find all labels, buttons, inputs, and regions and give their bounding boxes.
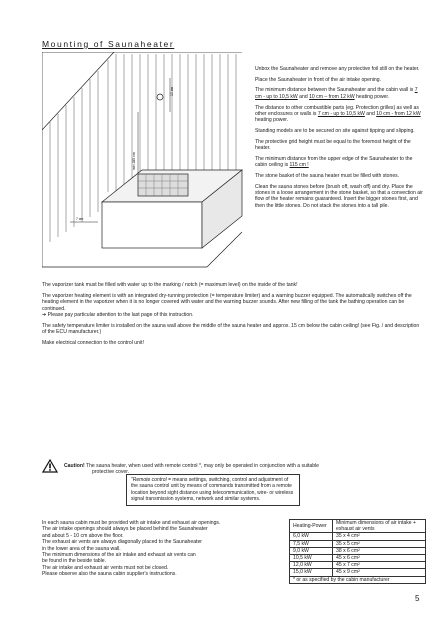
page-title: Mounting of Saunaheater [42,39,175,49]
table-cell: 9,0 kW [290,547,333,554]
table-cell: 35 x 4 cm² [333,533,426,540]
table-header-cell: Heating-Power [290,520,333,533]
table-row [290,555,426,562]
page-number: 5 [415,594,420,603]
air-vent-line: The air intake and exhaust air vents must not be closed. [42,564,169,571]
table-cell: 38 x 6 cm² [333,547,426,554]
body-paragraph: The safety temperature limiter is installed on the sauna wall above the middle of the sauna heater and approx. 15 cm below the cabin ceiling! (see Fig. / and description of the ECU manufacturer.) [42,322,420,336]
table-footnote-row [290,576,426,583]
table-cell: 12,0 kW [290,562,333,569]
table-cell: 45 x 6 cm² [333,555,426,562]
caution-label: Caution! [64,463,85,469]
air-vent-line: The air intake openings should always be placed behind the Saunaheater [42,526,208,533]
table-header-row [290,520,426,533]
instruction-item: The stone basket of the sauna heater must be filled with stones. [255,172,400,179]
sauna-heater-drawing [42,52,252,274]
table-cell: 6,0 kW [290,533,333,540]
dim-label-height: min 185 cm [132,152,136,170]
body-paragraph: The vaporizer tank must be filled with water up to the marking / notch (= maximum level) on the inside of the tank! [42,282,298,288]
air-vent-line: Please observe also the sauna cabin supplier's instructions. [42,571,177,578]
body-paragraph: ➔ Please pay particular attention to the last page of this instruction. [42,311,194,318]
table-cell: 45 x 9 cm² [333,569,426,576]
table-cell: 10,5 kW [290,555,333,562]
table-row [290,569,426,576]
air-vent-table [289,519,426,584]
instruction-item: The minimum distance from the upper edge of the Saunaheater to the cabin ceiling is 115 cm ! [255,155,413,169]
table-cell: 15,0 kW [290,569,333,576]
air-vent-line: and about 5 - 10 cm above the floor. [42,532,124,539]
table-cell: 35 x 5 cm² [333,540,426,547]
dim-label-ceiling: 10 cm [170,86,174,96]
instruction-item: The minimum distance between the Saunaheater and the cabin wall is 7 cm - up to 10,5 kW and 10 cm – from 12 kW heating power. [255,87,418,100]
air-vent-line: in the lower area of the sauna wall. [42,545,121,552]
remote-control-definition-box: "Remote control = means settings, switching, control and adjustment of the sauna control unit by means of commands transmitted from a remote location beyond sight distance using telecommunication, wire- or wireless signal transmission systems, network and similar systems. [126,474,300,506]
air-vent-line: The exhaust air vents are always diagonally placed to the Saunaheater [42,539,202,546]
instruction-list [255,66,425,209]
table-row [290,547,426,554]
table-row [290,540,426,547]
table-row [290,562,426,569]
table-row [290,533,426,540]
body-paragraph: Make electrical connection to the control unit! [42,339,144,346]
instruction-item: Clean the sauna stones before (brush off, wash off) and dry. Place the stones in a loose arrangement in the stone basket, so that a convection air flow of the heater remains guaranteed. Insert the bigger stones first, and then the little stones. Do not stack the stones into a tall pile. [255,183,423,209]
table-cell: 45 x 7 cm² [333,562,426,569]
air-vent-line: In each sauna cabin must be provided with air intake and exhaust air openings. [42,520,221,526]
dim-label-side: 7 cm [76,217,84,221]
air-vent-text [42,520,282,578]
body-paragraph: The vaporizer heating element is with an integrated dry-running protection (= temperature limiter) and a warning buzzer equipped. The automatically switches off the heating element in the vaporizer when it is no longer covered with water and the warning buzzer sounds. After new filling of the tank the bathing operation can be continued. [42,292,412,312]
table-footnote: * or as specified by the cabin manufacturer [290,576,426,583]
air-vent-line: The minimum dimensions of the air intake and exhaust air vents can [42,552,196,559]
instruction-item: Unbox the Saunaheater and remove any protective foil still on the heater. [255,66,420,72]
air-vent-line: be found in the beside table. [42,558,107,565]
instruction-item: Place the Saunaheater in front of the air intake opening. [255,76,382,83]
table-header-cell: Minimum dimensions of air intake + exhaust air vents [333,520,426,533]
instruction-item: Standing models are to be secured on site against tipping and slipping. [255,128,415,135]
instruction-item: The protective grid height must be equal to the foremost height of the heater. [255,138,411,152]
table-cell: 7,5 kW [290,540,333,547]
instruction-item: The distance to other combustible parts (eg. Protection grilles) as well as other enclosures or walls is 7 cm - up to 10,5 kW and 10 cm - from 12 kW heating power. [255,104,421,124]
body-text [42,282,422,346]
caution-text: Caution! The sauna heater, when used with remote control *, may only be operated in conjunction with a suitable protective cover. [64,463,320,476]
warning-icon [42,459,58,473]
